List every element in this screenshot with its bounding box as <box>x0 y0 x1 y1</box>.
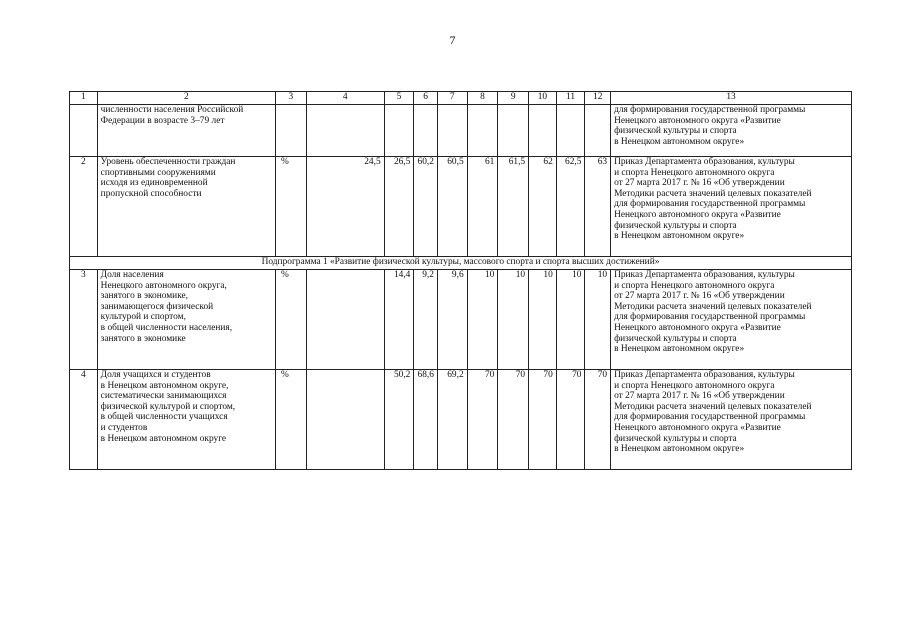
target-value-cell: 61,5 <box>498 157 529 257</box>
target-value-cell <box>414 105 438 157</box>
target-value-cell: 62 <box>529 157 557 257</box>
indicator-name-cell: Доля населения Ненецкого автономного округа, занятого в экономике, занимающегося физической культурой и спортом, в общей численности населения, занятого в экономике <box>97 270 275 370</box>
row-number-cell <box>70 105 98 157</box>
target-value-cell: 10 <box>498 270 529 370</box>
source-document-cell: Приказ Департамента образования, культуры и спорта Ненецкого автономного округа от 27 марта 2017 г. № 16 «Об утверждении Методики расчета значений целевых показателей для формирования государственной программы Ненецкого автономного округа «Развитие физической культуры и спорта в Ненецком автономном округе» <box>611 370 852 470</box>
indicator-name-cell: Уровень обеспеченности граждан спортивными сооружениями исходя из единовременной пропускной способности <box>97 157 275 257</box>
target-value-cell <box>467 105 498 157</box>
column-header: 13 <box>611 92 852 105</box>
column-header: 1 <box>70 92 98 105</box>
table-row <box>70 105 852 157</box>
target-value-cell: 70 <box>585 370 611 470</box>
column-header-row <box>70 92 852 105</box>
source-document-cell: Приказ Департамента образования, культуры и спорта Ненецкого автономного округа от 27 марта 2017 г. № 16 «Об утверждении Методики расчета значений целевых показателей для формирования государственной программы Ненецкого автономного округа «Развитие физической культуры и спорта в Ненецком автономном округе» <box>611 270 852 370</box>
indicators-table <box>69 91 852 470</box>
target-value-cell <box>437 105 467 157</box>
table-row <box>70 270 852 370</box>
target-value-cell <box>498 105 529 157</box>
target-value-cell: 61 <box>467 157 498 257</box>
row-number-cell: 2 <box>70 157 98 257</box>
target-value-cell: 10 <box>529 270 557 370</box>
table-body <box>70 92 852 470</box>
table-row <box>70 157 852 257</box>
target-value-cell: 9,6 <box>437 270 467 370</box>
column-header: 8 <box>467 92 498 105</box>
target-value-cell: 60,5 <box>437 157 467 257</box>
target-value-cell <box>556 105 585 157</box>
target-value-cell: 68,6 <box>414 370 438 470</box>
base-value-cell <box>306 105 384 157</box>
target-value-cell: 70 <box>498 370 529 470</box>
unit-cell <box>276 105 307 157</box>
target-value-cell <box>384 105 414 157</box>
base-value-cell: 24,5 <box>306 157 384 257</box>
column-header: 7 <box>437 92 467 105</box>
column-header: 10 <box>529 92 557 105</box>
column-header: 4 <box>306 92 384 105</box>
unit-cell: % <box>276 157 307 257</box>
unit-cell: % <box>276 370 307 470</box>
target-value-cell: 63 <box>585 157 611 257</box>
subprogram-row <box>70 257 852 270</box>
target-value-cell: 10 <box>467 270 498 370</box>
row-number-cell: 4 <box>70 370 98 470</box>
target-value-cell: 26,5 <box>384 157 414 257</box>
target-value-cell: 10 <box>585 270 611 370</box>
target-value-cell: 70 <box>467 370 498 470</box>
target-value-cell: 69,2 <box>437 370 467 470</box>
target-value-cell: 50,2 <box>384 370 414 470</box>
source-document-cell: Приказ Департамента образования, культуры и спорта Ненецкого автономного округа от 27 марта 2017 г. № 16 «Об утверждении Методики расчета значений целевых показателей для формирования государственной программы Ненецкого автономного округа «Развитие физической культуры и спорта в Ненецком автономном округе» <box>611 157 852 257</box>
column-header: 9 <box>498 92 529 105</box>
page-number: 7 <box>449 33 456 47</box>
target-value-cell: 70 <box>556 370 585 470</box>
column-header: 2 <box>97 92 275 105</box>
indicator-name-cell: численности населения Российской Федерации в возрасте 3–79 лет <box>97 105 275 157</box>
base-value-cell <box>306 370 384 470</box>
target-value-cell: 62,5 <box>556 157 585 257</box>
row-number-cell: 3 <box>70 270 98 370</box>
indicator-name-cell: Доля учащихся и студентов в Ненецком автономном округе, систематически занимающихся физической культурой и спортом, в общей численности учащихся и студентов в Ненецком автономном округе <box>97 370 275 470</box>
target-value-cell: 14,4 <box>384 270 414 370</box>
target-value-cell: 10 <box>556 270 585 370</box>
column-header: 6 <box>414 92 438 105</box>
target-value-cell <box>585 105 611 157</box>
target-value-cell: 9,2 <box>414 270 438 370</box>
target-value-cell <box>529 105 557 157</box>
column-header: 3 <box>276 92 307 105</box>
subprogram-title: Подпрограмма 1 «Развитие физической культуры, массового спорта и спорта высших достижений» <box>70 257 852 270</box>
base-value-cell <box>306 270 384 370</box>
source-document-cell: для формирования государственной программы Ненецкого автономного округа «Развитие физической культуры и спорта в Ненецком автономном округе» <box>611 105 852 157</box>
column-header: 12 <box>585 92 611 105</box>
target-value-cell: 60,2 <box>414 157 438 257</box>
column-header: 5 <box>384 92 414 105</box>
unit-cell: % <box>276 270 307 370</box>
table-row <box>70 370 852 470</box>
column-header: 11 <box>556 92 585 105</box>
target-value-cell: 70 <box>529 370 557 470</box>
